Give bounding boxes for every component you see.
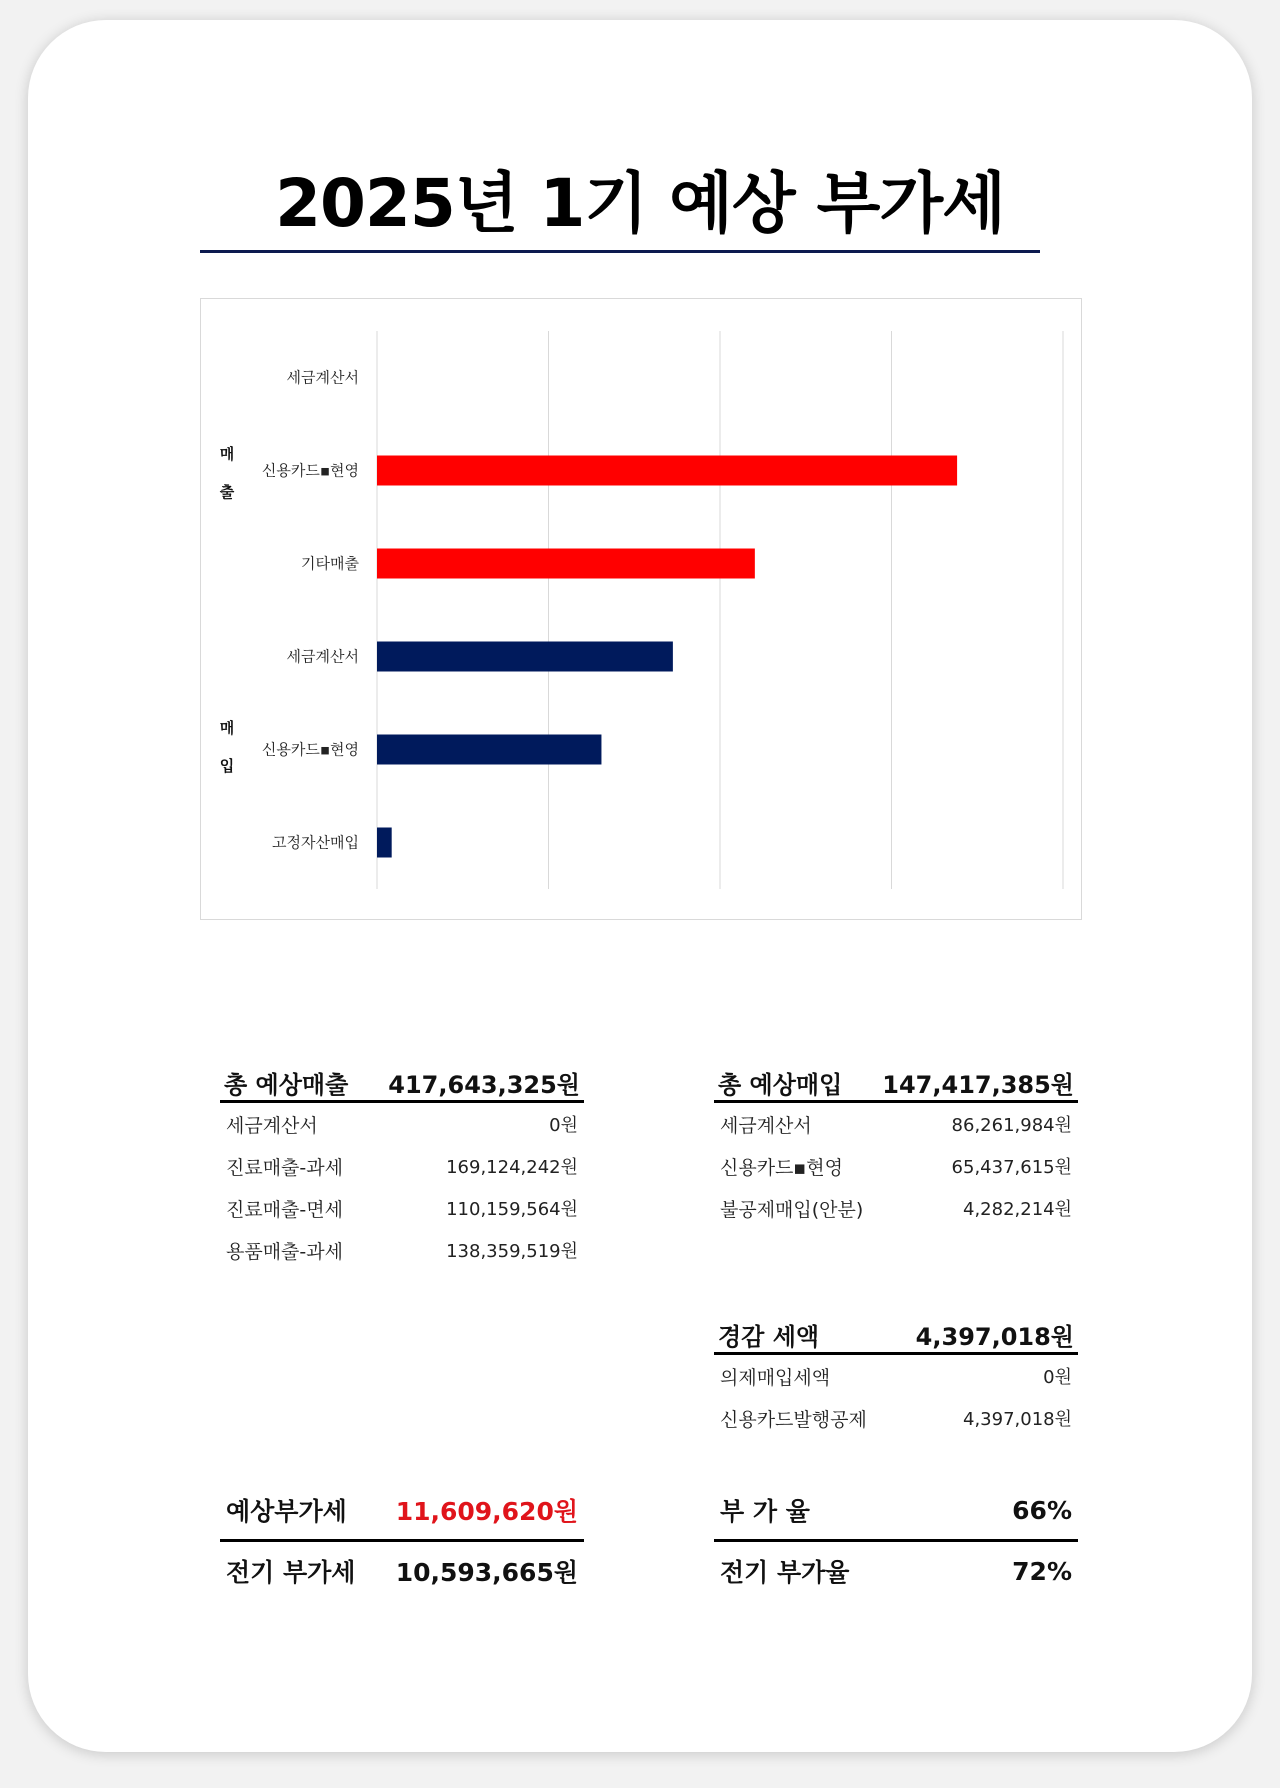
row-label: 불공제매입(안분) (720, 1198, 864, 1221)
expected-vat-label: 예상부가세 (226, 1497, 347, 1526)
chart-bar (377, 735, 601, 765)
chart-bar (377, 549, 755, 579)
expected-vat-row (220, 1482, 584, 1538)
chart-group-label-purchases: 매입 (219, 719, 235, 775)
sales-header-value: 417,643,325원 (388, 1071, 580, 1099)
row-value: 65,437,615원 (951, 1157, 1072, 1178)
expected-vat-value: 11,609,620원 (395, 1497, 578, 1526)
table-row (220, 1103, 584, 1145)
table-row (220, 1187, 584, 1229)
row-value: 138,359,519원 (446, 1241, 578, 1262)
prev-vat-row (220, 1543, 584, 1599)
deduction-header (714, 1310, 1078, 1355)
table-row (714, 1397, 1078, 1439)
prev-vat-label: 전기 부가세 (226, 1558, 356, 1587)
deduction-table (714, 1310, 1078, 1439)
row-label: 진료매출-과세 (226, 1156, 343, 1179)
deduction-header-value: 4,397,018원 (915, 1323, 1074, 1351)
row-value: 0원 (1043, 1367, 1072, 1388)
chart-bar (377, 828, 392, 858)
sales-table (220, 1058, 584, 1271)
rate-value: 66% (1012, 1495, 1072, 1525)
row-label: 용품매출-과세 (226, 1240, 343, 1263)
purchases-header (714, 1058, 1078, 1103)
deduction-header-label: 경감 세액 (718, 1323, 820, 1351)
purchases-table (714, 1058, 1078, 1229)
row-value: 110,159,564원 (446, 1199, 578, 1220)
page-title: 2025년 1기 예상 부가세 (275, 165, 1005, 242)
sales-header-label: 총 예상매출 (224, 1071, 349, 1099)
row-value: 4,397,018원 (963, 1409, 1072, 1430)
prev-rate-row (714, 1543, 1078, 1599)
bar-chart (200, 298, 1082, 920)
chart-category-label: 세금계산서 (286, 647, 359, 666)
prev-rate-value: 72% (1012, 1556, 1072, 1586)
sales-header (220, 1058, 584, 1103)
chart-bar (377, 642, 673, 672)
chart-category-label: 고정자산매입 (272, 833, 359, 852)
row-value: 169,124,242원 (446, 1157, 578, 1178)
rate-label: 부 가 율 (720, 1497, 810, 1526)
row-label: 의제매입세액 (720, 1366, 831, 1389)
row-label: 세금계산서 (226, 1114, 318, 1137)
chart-category-label: 신용카드▪현영 (261, 461, 359, 480)
row-value: 0원 (549, 1115, 578, 1136)
summary-divider-right (714, 1539, 1078, 1542)
row-label: 세금계산서 (720, 1114, 812, 1137)
row-label: 진료매출-면세 (226, 1198, 343, 1221)
chart-group-label-sales: 매출 (219, 445, 235, 501)
table-row (714, 1145, 1078, 1187)
summary-divider-left (220, 1539, 584, 1542)
purchases-header-label: 총 예상매입 (718, 1071, 843, 1099)
rate-row (714, 1482, 1078, 1538)
row-label: 신용카드발행공제 (720, 1408, 867, 1431)
table-row (714, 1187, 1078, 1229)
bar-chart-svg (201, 299, 1081, 919)
prev-vat-value: 10,593,665원 (395, 1558, 578, 1587)
title-underline (200, 250, 1040, 253)
table-row (220, 1229, 584, 1271)
row-label: 신용카드▪현영 (720, 1156, 844, 1179)
purchases-header-value: 147,417,385원 (882, 1071, 1074, 1099)
row-value: 4,282,214원 (963, 1199, 1072, 1220)
row-value: 86,261,984원 (951, 1115, 1072, 1136)
chart-category-label: 세금계산서 (286, 368, 359, 387)
table-row (714, 1355, 1078, 1397)
chart-bar (377, 456, 957, 486)
table-row (714, 1103, 1078, 1145)
chart-category-label: 신용카드▪현영 (261, 740, 359, 759)
prev-rate-label: 전기 부가율 (720, 1558, 850, 1587)
table-row (220, 1145, 584, 1187)
chart-category-label: 기타매출 (301, 554, 359, 573)
